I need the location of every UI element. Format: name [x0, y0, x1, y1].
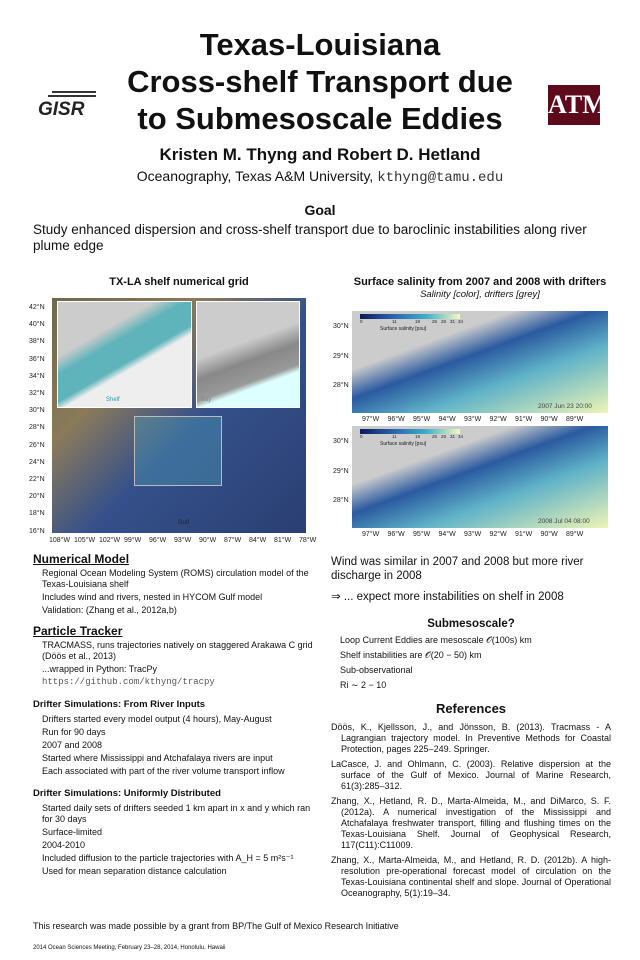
list-item: Includes wind and rivers, nested in HYCOM Gulf model [42, 592, 263, 602]
domain-box [134, 416, 222, 486]
lat-tick: 16°N [29, 527, 45, 535]
lat-tick: 26°N [29, 441, 45, 449]
lat-tick: 32°N [29, 390, 45, 397]
submesoscale-heading: Submesoscale? [427, 617, 515, 630]
particle-tracker-heading: Particle Tracker [33, 624, 123, 638]
lon-tick: 94°W [438, 416, 456, 423]
colorbar-tick: 0 [360, 319, 363, 324]
lon-tick: 93°W [174, 537, 192, 544]
lon-tick: 96°W [387, 531, 405, 538]
colorbar-tick: 25 [432, 319, 438, 324]
lon-tick: 87°W [224, 537, 242, 544]
lat-tick: 24°N [29, 458, 45, 466]
lon-tick: 91°W [515, 416, 533, 423]
lat-tick: 30°N [29, 407, 45, 415]
reference-item: Zhang, X., Marta-Almeida, M., and Hetland, R. D. (2012b). A high-resolution pre-operational forecast model of circulation on the Texas-Louisiana continental shelf and slope. Journal of Operational Oceanography, 5(1):19–34. [331, 854, 611, 898]
lon-tick: 97°W [362, 531, 380, 538]
lon-tick: 78°W [299, 537, 317, 544]
lat-tick: 28°N [333, 497, 349, 504]
list-item: Used for mean separation distance calculation [42, 866, 227, 876]
list-item: 2004-2010 [42, 840, 86, 850]
list-item: Each associated with part of the river volume transport inflow [42, 766, 285, 776]
list-item: Started daily sets of drifters seeded 1 km apart in x and y which ran for 30 days [42, 803, 311, 824]
lat-tick: 38°N [29, 338, 45, 346]
goal-text: Study enhanced dispersion and cross-shelf transport due to baroclinic instabilities along river plume edge [33, 222, 587, 253]
references-heading: References [435, 700, 507, 716]
lon-tick: 93°W [464, 416, 482, 423]
river-heading: Drifter Simulations: From River Inputs [33, 699, 206, 710]
lon-tick: 96°W [387, 416, 405, 423]
list-item: Shelf instabilities are 𝒪(20 − 50) km [340, 649, 482, 660]
timestamp: 2007 Jun 23 20:00 [538, 403, 592, 410]
lon-tick: 94°W [438, 531, 456, 538]
lon-tick: 92°W [489, 531, 507, 538]
list-item: TRACMASS, runs trajectories natively on staggered Arakawa C grid (Döös et al., 2013) [42, 640, 313, 661]
list-item: Sub-observational [340, 664, 413, 675]
uniform-heading: Drifter Simulations: Uniformly Distributed [33, 788, 221, 799]
list-item: 2007 and 2008 [42, 740, 103, 750]
lat-tick: 29°N [333, 467, 349, 475]
colorbar-tick: 28 [441, 434, 447, 439]
colorbar-label: Surface salinity [psu] [380, 441, 427, 447]
timestamp: 2008 Jul 04 08:00 [538, 518, 590, 525]
colorbar-tick: 11 [392, 319, 397, 324]
colorbar-tick: 34 [458, 319, 464, 324]
affiliation-text: Oceanography, Texas A&M University, [136, 168, 378, 184]
salinity-figure-subtitle: Salinity [color], drifters [grey] [420, 289, 540, 300]
lon-tick: 95°W [413, 531, 431, 538]
numerical-model-heading: Numerical Model [33, 552, 130, 566]
grid-figure-title: TX-LA shelf numerical grid [109, 276, 249, 288]
colorbar-label: Surface salinity [psu] [380, 326, 427, 332]
left-column [33, 552, 313, 877]
acknowledgement: This research was made possible by a grant from BP/The Gulf of Mexico Research Initiative [33, 921, 399, 931]
lat-tick: 28°N [29, 424, 45, 432]
lat-tick: 22°N [29, 476, 45, 483]
lat-tick: 36°N [29, 355, 45, 363]
lon-tick: 90°W [540, 416, 558, 423]
meeting-info: 2014 Ocean Sciences Meeting, February 23–28, 2014, Honolulu, Hawaii [33, 945, 226, 951]
lon-tick: 90°W [199, 537, 217, 544]
lat-tick: 34°N [29, 372, 45, 380]
lon-tick: 92°W [489, 416, 507, 423]
lat-tick: 30°N [333, 438, 349, 445]
lon-tick: 89°W [566, 416, 584, 423]
reference-item: Zhang, X., Hetland, R. D., Marta-Almeida, M., and DiMarco, S. F. (2012a). A numerical investigation of the Mississippi and Atchafalaya freshwater transport, filling and flushing times on the Texas-Louisiana Shelf. Journal of Geophysical Research, 117(C11):C11009. [331, 795, 611, 850]
poster-title [110, 26, 530, 137]
lon-tick: 105°W [74, 537, 96, 544]
colorbar-tick: 31 [450, 319, 456, 324]
list-item: Included diffusion to the particle trajectories with A_H = 5 m²s⁻¹ [42, 853, 294, 863]
lat-tick: 30°N [333, 323, 349, 330]
lon-tick: 89°W [566, 531, 584, 538]
colorbar-tick: 34 [458, 434, 464, 439]
salinity-figure-title: Surface salinity from 2007 and 2008 with drifters [353, 276, 607, 288]
affiliation [0, 168, 640, 186]
list-item: Regional Ocean Modeling System (ROMS) circulation model of the Texas-Louisiana shelf [42, 568, 309, 589]
lon-tick: 96°W [149, 537, 167, 544]
right-column [331, 556, 611, 903]
title-line: Texas-Louisiana [199, 27, 441, 62]
goal-heading: Goal [304, 202, 336, 218]
list-item: Drifters started every model output (4 hours), May-August [42, 714, 272, 724]
colorbar-tick: 0 [360, 434, 363, 439]
wind-text: Wind was similar in 2007 and 2008 but more river discharge in 2008 [331, 556, 584, 582]
lon-tick: 84°W [249, 537, 267, 544]
colorbar-tick: 31 [450, 434, 456, 439]
gisr-logo-text: GISR [38, 99, 85, 120]
colorbar-tick: 25 [432, 434, 438, 439]
email-link[interactable]: kthyng@tamu.edu [377, 170, 504, 186]
list-item: Validation: (Zhang et al., 2012a,b) [42, 605, 177, 615]
list-item: ...wrapped in Python: TracPy [42, 664, 158, 674]
tamu-logo: ATM [548, 85, 600, 125]
lon-tick: 81°W [274, 537, 292, 544]
grid-map [52, 298, 306, 533]
list-item: Loop Current Eddies are mesoscale 𝒪(100s) km [340, 634, 532, 645]
list-item: Started where Mississippi and Atchafalaya rivers are input [42, 753, 273, 763]
colorbar-tick: 19 [415, 319, 421, 324]
lon-tick: 95°W [413, 416, 431, 423]
lat-tick: 28°N [333, 382, 349, 389]
gulf-label: Gulf [178, 520, 190, 526]
list-item: Ri ∼ 2 − 10 [340, 679, 387, 690]
expect-text: ⇒ ... expect more instabilities on shelf in 2008 [331, 591, 564, 603]
title-line: to Submesoscale Eddies [137, 101, 503, 136]
lon-tick: 108°W [49, 537, 71, 544]
lon-tick: 99°W [124, 537, 142, 544]
colorbar-tick: 19 [415, 434, 421, 439]
bay-inset [196, 301, 300, 408]
lat-tick: 42°N [29, 304, 45, 311]
shelf-inset [57, 301, 192, 408]
lon-tick: 91°W [515, 531, 533, 538]
lon-tick: 102°W [99, 537, 121, 544]
lon-tick: 90°W [540, 531, 558, 538]
shelf-label: Shelf [106, 397, 120, 403]
colorbar-tick: 28 [441, 319, 447, 324]
lat-tick: 40°N [29, 321, 45, 329]
bay-label: Bay [201, 397, 212, 403]
colorbar-tick: 11 [392, 434, 397, 439]
lon-tick: 97°W [362, 416, 380, 423]
reference-item: Döös, K., Kjellsson, J., and Jönsson, B. (2013). Tracmass - A Lagrangian trajectory model. In Preventive Methods for Coastal Protection, pages 225–249. Springer. [331, 721, 611, 754]
lat-tick: 29°N [333, 352, 349, 360]
title-line: Cross-shelf Transport due [127, 64, 513, 99]
gisr-logo [38, 88, 98, 122]
reference-item: LaCasce, J. and Ohlmann, C. (2003). Relative dispersion at the surface of the Gulf of Mexico. Journal of Marine Research, 61(3):285–312. [331, 758, 611, 791]
authors: Kristen M. Thyng and Robert D. Hetland [159, 145, 481, 164]
lat-tick: 20°N [29, 493, 45, 501]
lat-tick: 18°N [29, 510, 45, 518]
list-item: Run for 90 days [42, 727, 106, 737]
lon-tick: 93°W [464, 531, 482, 538]
tracpy-link[interactable]: https://github.com/kthyng/tracpy [42, 677, 215, 687]
list-item: Surface-limited [42, 827, 103, 837]
